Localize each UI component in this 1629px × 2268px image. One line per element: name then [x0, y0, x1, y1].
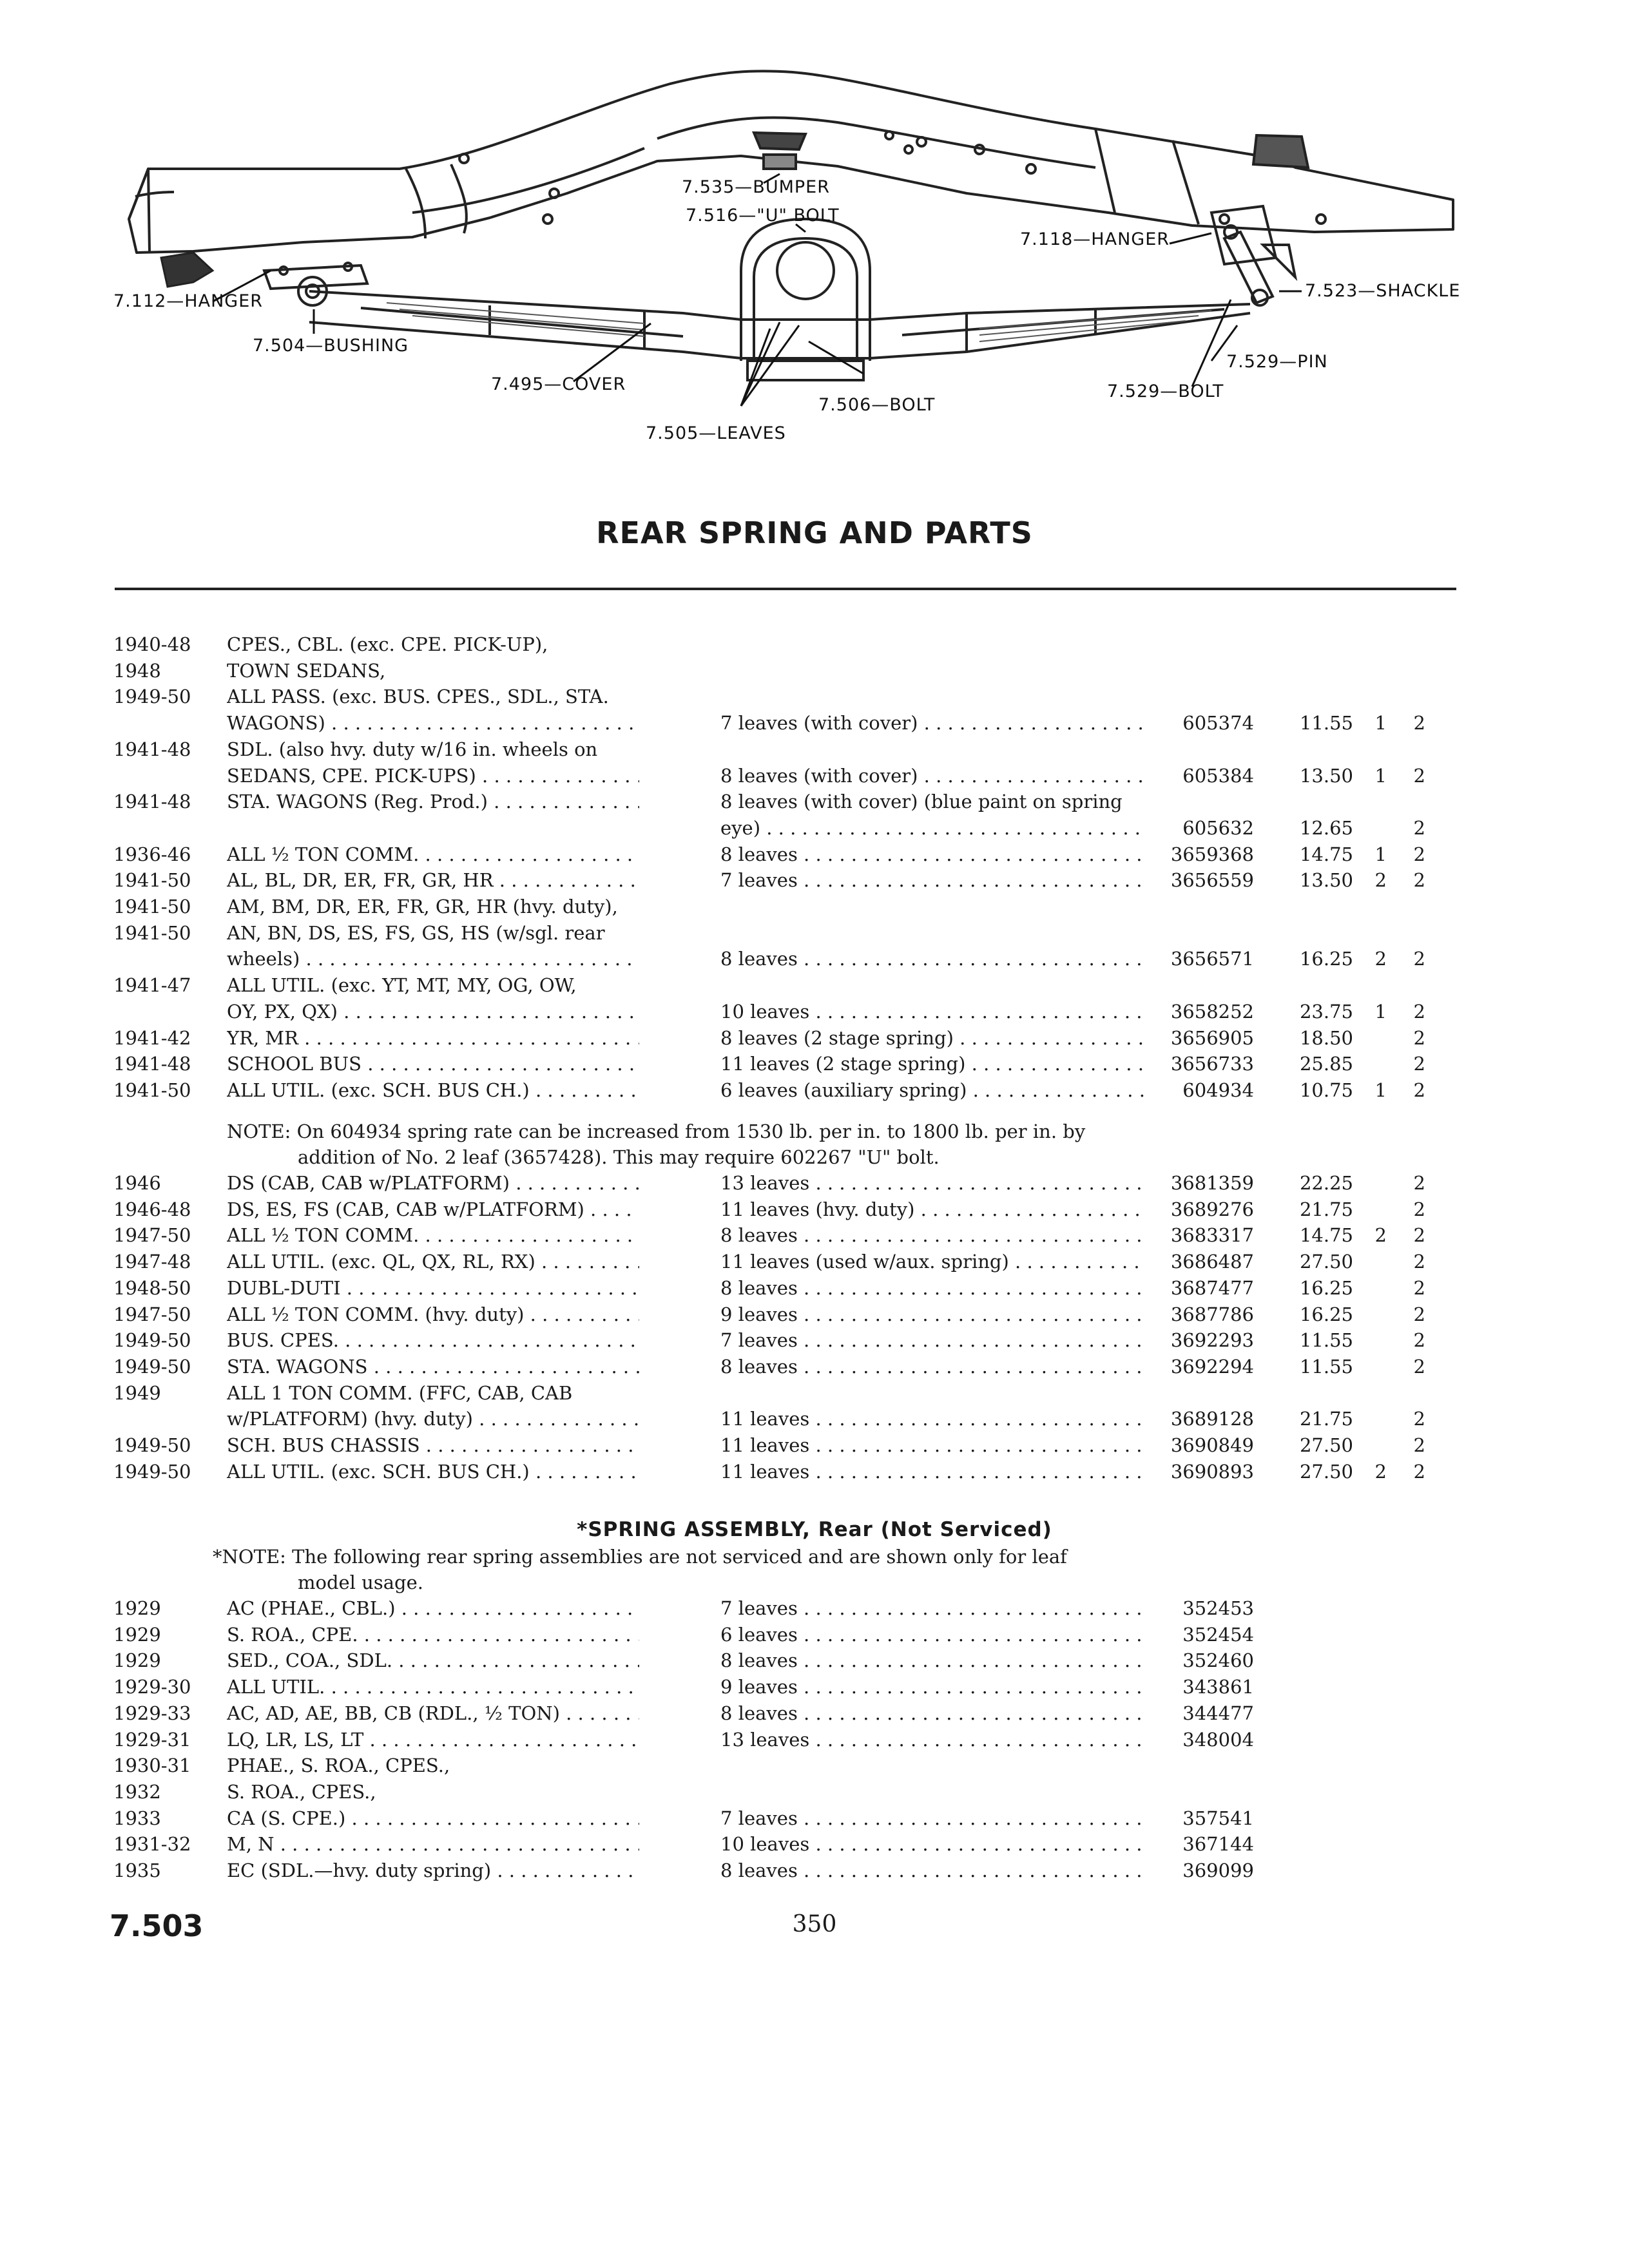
cell-year: 1940-48: [113, 633, 191, 655]
table-row: [0, 1302, 1629, 1329]
table-row: [0, 1432, 1629, 1459]
cell-part: 3686487: [1170, 1251, 1254, 1273]
table-row: [0, 999, 1629, 1026]
cell-price: 21.75: [1299, 1408, 1353, 1430]
table-row: [0, 684, 1629, 711]
cell-year: 1947-50: [113, 1303, 191, 1325]
table-row: [0, 1700, 1629, 1727]
cell-part: 3659368: [1170, 843, 1254, 865]
cell-year: 1941-50: [113, 869, 191, 892]
cell-part: 3656733: [1170, 1053, 1254, 1075]
bumper-shape: [754, 133, 805, 169]
cell-desc: eye) . . .: [720, 815, 1146, 841]
cell-year: 1941-48: [113, 738, 191, 760]
cell-part: 3692294: [1170, 1355, 1254, 1378]
cell-year: 1947-50: [113, 1224, 191, 1247]
cell-c1: 2: [1374, 869, 1387, 892]
note-line-2: addition of No. 2 leaf (3657428). This may require 602267 "U" bolt.: [298, 1146, 940, 1168]
cell-year: 1929-31: [113, 1728, 191, 1751]
cell-year: 1949-50: [113, 1329, 191, 1352]
cell-part: 3689276: [1170, 1198, 1254, 1220]
cell-desc: 8 leaves . . .: [720, 1222, 1146, 1248]
table-row: [0, 1753, 1629, 1780]
title-rule: [115, 588, 1456, 590]
cell-price: 16.25: [1299, 1276, 1353, 1299]
cell-price: 27.50: [1299, 1460, 1353, 1483]
cell-model: SED., COA., SDL. . . .: [227, 1648, 639, 1673]
cell-price: 18.50: [1299, 1026, 1353, 1049]
cell-part: 3681359: [1170, 1172, 1254, 1194]
cell-part: 352454: [1182, 1623, 1254, 1646]
cell-desc: 8 leaves . . .: [720, 1700, 1146, 1726]
table-row: [0, 1077, 1629, 1104]
cell-year: 1935: [113, 1860, 161, 1881]
section-note-line-2: model usage.: [298, 1571, 423, 1593]
cell-price: 23.75: [1299, 1000, 1353, 1023]
table-row: [0, 1222, 1629, 1249]
cell-desc: 13 leaves . . .: [720, 1727, 1146, 1753]
table-row: [0, 1779, 1629, 1806]
cell-year: 1949-50: [113, 1434, 191, 1456]
cell-model: SDL. (also hvy. duty w/16 in. wheels on: [227, 738, 598, 760]
leaf-spring-shape: [309, 291, 1250, 358]
cell-desc: 11 leaves . . .: [720, 1459, 1146, 1485]
cell-model: SEDANS, CPE. PICK-UPS) . . .: [227, 763, 639, 789]
cell-desc: 7 leaves . . .: [720, 1805, 1146, 1831]
cell-year: 1949: [113, 1381, 161, 1404]
table-row: [0, 972, 1629, 999]
table-row: [0, 1674, 1629, 1701]
cell-model: AM, BM, DR, ER, FR, GR, HR (hvy. duty),: [227, 896, 618, 918]
table-row: [0, 1275, 1629, 1302]
label-bolt-506: 7.506—BOLT: [818, 395, 936, 415]
cell-part: 343861: [1182, 1676, 1254, 1698]
table-row: [0, 815, 1629, 842]
cell-c1: 1: [1374, 1079, 1387, 1101]
table-row: [0, 710, 1629, 737]
cell-price: 10.75: [1299, 1079, 1353, 1101]
cell-c2: 2: [1413, 1026, 1425, 1049]
cell-price: 11.55: [1299, 1355, 1353, 1378]
cell-model: AC, AD, AE, BB, CB (RDL., ½ TON) . . .: [227, 1700, 639, 1726]
cell-year: 1947-48: [113, 1251, 191, 1273]
table-row: [0, 920, 1629, 947]
cell-c1: 1: [1374, 764, 1387, 787]
cell-desc: 6 leaves (auxiliary spring) . . .: [720, 1077, 1146, 1103]
cell-year: 1949-50: [113, 686, 191, 708]
cell-desc: 13 leaves . . .: [720, 1170, 1146, 1196]
cell-desc: 10 leaves . . .: [720, 999, 1146, 1024]
table-row: [0, 867, 1629, 894]
cell-model: ALL UTIL. (exc. SCH. BUS CH.) . . .: [227, 1459, 639, 1485]
cell-desc: 7 leaves . . .: [720, 1595, 1146, 1621]
cell-year: 1941-47: [113, 974, 191, 997]
cell-price: 11.55: [1299, 712, 1353, 735]
cell-year: 1929: [113, 1623, 161, 1646]
cell-model: DUBL-DUTI . . .: [227, 1275, 639, 1301]
cell-c2: 2: [1413, 1460, 1425, 1483]
cell-c2: 2: [1413, 1434, 1425, 1456]
cell-year: 1929: [113, 1597, 161, 1619]
cell-model: S. ROA., CPE. . . .: [227, 1622, 639, 1648]
cell-model: WAGONS) . . .: [227, 710, 639, 736]
cell-c2: 2: [1413, 869, 1425, 892]
cell-c2: 2: [1413, 948, 1425, 970]
cell-model: YR, MR . . .: [227, 1025, 639, 1051]
cell-year: 1941-50: [113, 1079, 191, 1101]
cell-model: DS, ES, FS (CAB, CAB w/PLATFORM) . . .: [227, 1196, 639, 1222]
label-shackle: 7.523—SHACKLE: [1305, 281, 1461, 301]
cell-desc: 8 leaves (with cover) . . .: [720, 763, 1146, 789]
table-row: [0, 1196, 1629, 1224]
table-row: [0, 894, 1629, 921]
cell-part: 3656571: [1170, 948, 1254, 970]
cell-year: 1931-32: [113, 1833, 191, 1856]
cell-model: ALL PASS. (exc. BUS. CPES., SDL., STA.: [227, 686, 609, 708]
cell-year: 1936-46: [113, 843, 191, 865]
cell-model: S. ROA., CPES.,: [227, 1780, 376, 1803]
cell-model: ALL UTIL. (exc. SCH. BUS CH.) . . .: [227, 1077, 639, 1103]
cell-price: 21.75: [1299, 1198, 1353, 1220]
cell-year: 1949-50: [113, 1355, 191, 1378]
cell-part: 369099: [1182, 1860, 1254, 1881]
cell-c1: 1: [1374, 712, 1387, 735]
table-row: [0, 1170, 1629, 1197]
label-bushing: 7.504—BUSHING: [253, 336, 409, 356]
cell-desc: 7 leaves (with cover) . . .: [720, 710, 1146, 736]
cell-c1: 1: [1374, 843, 1387, 865]
cell-year: 1941-42: [113, 1026, 191, 1049]
table-row: [0, 658, 1629, 685]
cell-part: 3690893: [1170, 1460, 1254, 1483]
cell-year: 1933: [113, 1807, 161, 1829]
cell-c2: 2: [1413, 843, 1425, 865]
label-cover: 7.495—COVER: [491, 374, 626, 394]
cell-c2: 2: [1413, 1251, 1425, 1273]
table-row: [0, 1051, 1629, 1078]
cell-year: 1946-48: [113, 1198, 191, 1220]
cell-part: 3692293: [1170, 1329, 1254, 1352]
cell-part: 352453: [1182, 1597, 1254, 1619]
cell-part: 3656905: [1170, 1026, 1254, 1049]
label-leaves: 7.505—LEAVES: [646, 423, 786, 443]
cell-c2: 2: [1413, 712, 1425, 735]
cell-part: 3690849: [1170, 1434, 1254, 1456]
cell-year: 1941-48: [113, 791, 191, 813]
table-row: [0, 1805, 1629, 1832]
label-u-bolt: 7.516—"U" BOLT: [686, 206, 840, 226]
cell-year: 1949-50: [113, 1460, 191, 1483]
cell-year: 1932: [113, 1780, 161, 1803]
cell-desc: 11 leaves (2 stage spring) . . .: [720, 1051, 1146, 1077]
table-row: [0, 1406, 1629, 1433]
cell-year: 1941-50: [113, 921, 191, 944]
cell-c1: 2: [1374, 1460, 1387, 1483]
label-pin: 7.529—PIN: [1226, 352, 1328, 372]
cell-price: 12.65: [1299, 816, 1353, 839]
cell-year: 1941-48: [113, 1053, 191, 1075]
left-hanger-shape: [264, 263, 367, 305]
cell-desc: 8 leaves . . .: [720, 1648, 1146, 1673]
table-row: [0, 946, 1629, 973]
cell-desc: 7 leaves . . .: [720, 1327, 1146, 1353]
cell-desc: 8 leaves . . .: [720, 1275, 1146, 1301]
cell-part: 348004: [1182, 1728, 1254, 1751]
cell-c2: 2: [1413, 1172, 1425, 1194]
cell-c2: 2: [1413, 764, 1425, 787]
rear-spring-diagram: [0, 0, 1629, 490]
cell-model: w/PLATFORM) (hvy. duty) . . .: [227, 1406, 639, 1432]
cell-part: 3687477: [1170, 1276, 1254, 1299]
cell-model: STA. WAGONS . . .: [227, 1354, 639, 1379]
cell-c2: 2: [1413, 1198, 1425, 1220]
cell-model: DS (CAB, CAB w/PLATFORM) . . .: [227, 1170, 639, 1196]
cell-part: 367144: [1182, 1833, 1254, 1856]
table-row: [0, 1327, 1629, 1354]
cell-part: 344477: [1182, 1702, 1254, 1724]
cell-model: PHAE., S. ROA., CPES.,: [227, 1754, 450, 1777]
cell-year: 1946: [113, 1172, 161, 1194]
table-row: [0, 1380, 1629, 1407]
cell-model: OY, PX, QX) . . .: [227, 999, 639, 1024]
table-row: [0, 1459, 1629, 1486]
cell-model: ALL ½ TON COMM. . . .: [227, 841, 639, 867]
cell-model: SCHOOL BUS . . .: [227, 1051, 639, 1077]
table-row: [0, 1622, 1629, 1649]
table-row: [0, 1727, 1629, 1754]
cell-model: EC (SDL.—hvy. duty spring) . . .: [227, 1858, 639, 1883]
cell-year: 1930-31: [113, 1754, 191, 1777]
table-row: [0, 1858, 1629, 1885]
cell-part: 605374: [1182, 712, 1254, 735]
cell-desc: 8 leaves . . .: [720, 1858, 1146, 1883]
label-hanger-left: 7.112—HANGER: [113, 291, 264, 311]
table-row: [0, 631, 1629, 658]
cell-c1: 2: [1374, 948, 1387, 970]
cell-desc: 9 leaves . . .: [720, 1674, 1146, 1700]
cell-part: 3656559: [1170, 869, 1254, 892]
table-row: [0, 1025, 1629, 1052]
cell-part: 3687786: [1170, 1303, 1254, 1325]
cell-model: ALL UTIL. (exc. QL, QX, RL, RX) . . .: [227, 1249, 639, 1274]
cell-year: 1941-50: [113, 896, 191, 918]
cell-model: SCH. BUS CHASSIS . . .: [227, 1432, 639, 1458]
cell-model: M, N . . .: [227, 1831, 639, 1857]
cell-price: 16.25: [1299, 948, 1353, 970]
cell-model: ALL ½ TON COMM. (hvy. duty) . . .: [227, 1302, 639, 1327]
cell-c2: 2: [1413, 1355, 1425, 1378]
page-title: REAR SPRING AND PARTS: [596, 515, 1033, 550]
table-row: [0, 841, 1629, 869]
table-row: [0, 1249, 1629, 1276]
cell-c2: 2: [1413, 1224, 1425, 1247]
cell-desc: 9 leaves . . .: [720, 1302, 1146, 1327]
label-hanger-right: 7.118—HANGER: [1020, 229, 1170, 249]
cell-model: ALL UTIL. . . .: [227, 1674, 639, 1700]
cell-year: 1948-50: [113, 1276, 191, 1299]
cell-desc: 7 leaves . . .: [720, 867, 1146, 893]
cell-model: AN, BN, DS, ES, FS, GS, HS (w/sgl. rear: [227, 921, 605, 944]
table-row: [0, 1648, 1629, 1675]
cell-c2: 2: [1413, 1053, 1425, 1075]
cell-price: 25.85: [1299, 1053, 1353, 1075]
cell-part: 605384: [1182, 764, 1254, 787]
cell-model: ALL UTIL. (exc. YT, MT, MY, OG, OW,: [227, 974, 577, 997]
cell-desc: 8 leaves (2 stage spring) . . .: [720, 1025, 1146, 1051]
cell-price: 14.75: [1299, 843, 1353, 865]
cell-price: 13.50: [1299, 764, 1353, 787]
label-bolt-529: 7.529—BOLT: [1107, 381, 1224, 401]
label-bumper: 7.535—BUMPER: [682, 177, 830, 197]
cell-c1: 2: [1374, 1224, 1387, 1247]
cell-part: 605632: [1182, 816, 1254, 839]
cell-desc: 8 leaves . . .: [720, 946, 1146, 972]
section-number: 7.503: [110, 1908, 204, 1943]
cell-desc: 11 leaves (hvy. duty) . . .: [720, 1196, 1146, 1222]
cell-price: 14.75: [1299, 1224, 1353, 1247]
cell-model: ALL 1 TON COMM. (FFC, CAB, CAB: [227, 1381, 573, 1404]
cell-c2: 2: [1413, 1329, 1425, 1352]
cell-model: BUS. CPES. . . .: [227, 1327, 639, 1353]
table-row: [0, 763, 1629, 790]
cell-model: CPES., CBL. (exc. CPE. PICK-UP),: [227, 633, 548, 655]
cell-model: TOWN SEDANS,: [227, 659, 386, 682]
cell-desc: 8 leaves (with cover) (blue paint on spring: [720, 791, 1123, 813]
cell-desc: 11 leaves (used w/aux. spring) . . .: [720, 1249, 1146, 1274]
cell-price: 27.50: [1299, 1251, 1353, 1273]
cell-price: 22.25: [1299, 1172, 1353, 1194]
table-row: [0, 736, 1629, 764]
cell-c1: 1: [1374, 1000, 1387, 1023]
cell-c2: 2: [1413, 816, 1425, 839]
cell-c2: 2: [1413, 1303, 1425, 1325]
cell-desc: 6 leaves . . .: [720, 1622, 1146, 1648]
cell-part: 3658252: [1170, 1000, 1254, 1023]
cell-price: 13.50: [1299, 869, 1353, 892]
cell-c2: 2: [1413, 1079, 1425, 1101]
cell-year: 1948: [113, 659, 161, 682]
cell-year: 1929: [113, 1649, 161, 1672]
cell-model: CA (S. CPE.) . . .: [227, 1805, 639, 1831]
table-row: [0, 1831, 1629, 1858]
cell-model: wheels) . . .: [227, 946, 639, 972]
cell-c2: 2: [1413, 1000, 1425, 1023]
cell-model: ALL ½ TON COMM. . . .: [227, 1222, 639, 1248]
cell-desc: 8 leaves . . .: [720, 1354, 1146, 1379]
table-row: [0, 1354, 1629, 1381]
table-row: [0, 789, 1629, 816]
cell-model: AC (PHAE., CBL.) . . .: [227, 1595, 639, 1621]
cell-model: LQ, LR, LS, LT . . .: [227, 1727, 639, 1753]
cell-part: 3689128: [1170, 1408, 1254, 1430]
cell-part: 604934: [1182, 1079, 1254, 1101]
cell-c2: 2: [1413, 1276, 1425, 1299]
cell-model: AL, BL, DR, ER, FR, GR, HR . . .: [227, 867, 639, 893]
cell-desc: 8 leaves . . .: [720, 841, 1146, 867]
cell-part: 352460: [1182, 1649, 1254, 1672]
cell-model: STA. WAGONS (Reg. Prod.) . . .: [227, 789, 639, 814]
cell-price: 27.50: [1299, 1434, 1353, 1456]
cell-price: 16.25: [1299, 1303, 1353, 1325]
cell-desc: 11 leaves . . .: [720, 1432, 1146, 1458]
section-note-line-1: *NOTE: The following rear spring assemblies are not serviced and are shown only for leaf: [213, 1546, 1067, 1568]
cell-desc: 10 leaves . . .: [720, 1831, 1146, 1857]
note-line-1: NOTE: On 604934 spring rate can be increased from 1530 lb. per in. to 1800 lb. per in. by: [227, 1120, 1086, 1142]
page-number: 350: [792, 1911, 837, 1937]
cell-part: 357541: [1182, 1807, 1254, 1829]
section-title-spring-assembly: *SPRING ASSEMBLY, Rear (Not Serviced): [577, 1518, 1052, 1541]
cell-price: 11.55: [1299, 1329, 1353, 1352]
cell-desc: 11 leaves . . .: [720, 1406, 1146, 1432]
cell-year: 1929-30: [113, 1676, 191, 1698]
cell-c2: 2: [1413, 1408, 1425, 1430]
cell-year: 1929-33: [113, 1702, 191, 1724]
table-row: [0, 1595, 1629, 1622]
cell-part: 3683317: [1170, 1224, 1254, 1247]
